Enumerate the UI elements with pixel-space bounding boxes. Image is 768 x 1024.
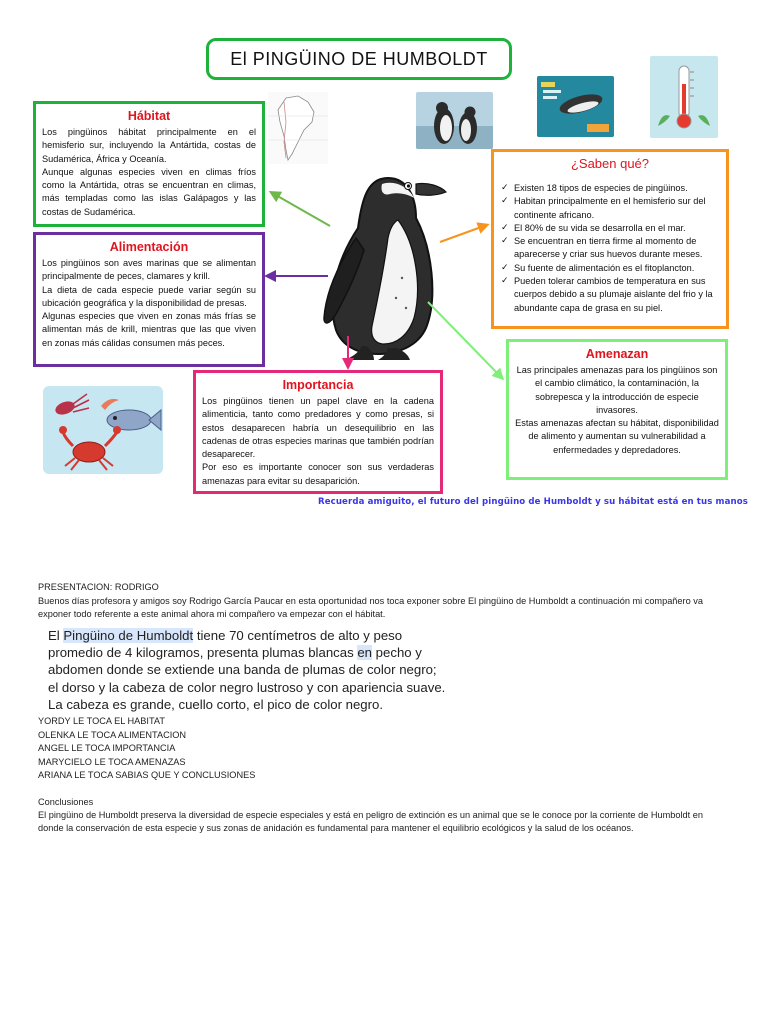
alimentacion-heading: Alimentación xyxy=(109,240,189,254)
saben-que-item: ✓ El 80% de su vida se desarrolla en el mar. xyxy=(510,222,720,235)
description-part-1: El xyxy=(48,628,64,643)
habitat-text-2: Aunque algunas especies viven en climas fríos como la Antártida, otras se encuentran en climas, más templadas como las islas Galápagos y las costas de Sudamérica. xyxy=(42,166,256,217)
alimentacion-box xyxy=(33,232,265,367)
penguin-description xyxy=(48,627,448,713)
alimentacion-text-3: Algunas especies que viven en zonas más frías se alimentan más de krill, mientras que las que viven en zonas más cálidas consumen más peces. xyxy=(42,311,256,348)
habitat-text-1: Los pingüinos hábitat principalmente en el hemisferio sur, incluyendo la Antártida, costas de Sudamérica, África y Oceanía. xyxy=(42,127,256,164)
assignment-item: MARYCIELO LE TOCA AMENAZAS xyxy=(38,756,186,767)
importancia-text-1: Los pingüinos tienen un papel clave en la cadena alimenticia, tanto como predadores y como presas, si estos desaparecen habría un desequilibrio en las cadenas de otras especies marinas que también podrían desaparecer. xyxy=(202,396,434,460)
arrow-to-saben xyxy=(440,226,484,242)
habitat-heading: Hábitat xyxy=(127,109,171,123)
importancia-text-2: Por eso es importante conocer son sus verdaderas amenazas para evitar su desaparición. xyxy=(202,462,434,486)
saben-que-item: ✓ Su fuente de alimentación es el fitoplancton. xyxy=(510,262,720,275)
assignment-item: ARIANA LE TOCA SABIAS QUE Y CONCLUSIONES xyxy=(38,770,256,781)
importancia-box xyxy=(193,370,443,494)
importancia-heading: Importancia xyxy=(282,378,354,392)
conclusions-text: El pingüino de Humboldt preserva la diversidad de especie especiales y está en peligro de extinción es un animal que se le conoce por la corriente de Humboldt en donde la conservación de esta especie y sus zonas de anidación es fundamental para mantener el equilibrio ecológicos y la salud de los océanos. xyxy=(38,810,703,834)
assignment-item: ANGEL LE TOCA IMPORTANCIA xyxy=(38,743,176,754)
sea-food-illustration xyxy=(43,386,163,474)
description-part-3: pecho y abdomen donde se extiende una banda de plumas de color negro; el dorso y la cabeza de color negro lustroso y con apariencia suave. La cabeza es grande, cuello corto, el pico de color negro. xyxy=(48,645,446,712)
description-highlight-1: Pingüino de Humboldt xyxy=(63,628,194,643)
assignment-item: OLENKA LE TOCA ALIMENTACION xyxy=(38,729,187,740)
assignment-item: YORDY LE TOCA EL HABITAT xyxy=(38,716,165,726)
saben-que-item: ✓ Existen 18 tipos de especies de pingüinos. xyxy=(510,182,720,195)
alimentacion-text-2: La dieta de cada especie puede variar según su ubicación geográfica y la disponibilidad de presas. xyxy=(42,284,256,308)
amenazan-box xyxy=(506,339,728,480)
saben-que-item: ✓ Se encuentran en tierra firme al momento de aparecerse y criar sus huevos durante meses. xyxy=(510,235,720,262)
amenazan-heading: Amenazan xyxy=(585,347,649,361)
description-part-2: tiene 70 centímetros de alto y peso promedio de 4 kilogramos, presenta plumas blancas xyxy=(48,628,403,661)
assignments-list xyxy=(38,715,255,783)
description-highlight-2: en xyxy=(357,645,373,661)
arrow-to-amenazan xyxy=(428,302,500,376)
arrow-to-habitat xyxy=(274,194,330,226)
presentation-heading: PRESENTACION: RODRIGO xyxy=(38,582,159,592)
motto-text: Recuerda amiguito, el futuro del pingüino de Humboldt y su hábitat está en tus manos xyxy=(318,497,748,507)
amenazan-text-1: Las principales amenazas para los pingüinos son el cambio climático, la contaminación, la sobrepesca y la introducción de especie invasores. xyxy=(516,365,718,415)
saben-que-heading: ¿Saben qué? xyxy=(570,156,650,171)
amenazan-text-2: Estas amenazas afectan su hábitat, disponibilidad de alimento y aumentan su vulnerabilidad a enfermedades y depredadores. xyxy=(515,418,719,455)
saben-que-item: ✓ Habitan principalmente en el hemisferio sur del continente africano. xyxy=(510,195,720,222)
saben-que-box xyxy=(491,149,729,329)
conclusions-heading: Conclusiones xyxy=(38,797,94,807)
saben-que-item: ✓ Pueden tolerar cambios de temperatura en sus cuerpos debido a su plumaje aislante del frio y la abundante capa de grasa en su piel. xyxy=(510,275,720,315)
presentation-text: Buenos días profesora y amigos soy Rodrigo García Paucar en esta oportunidad nos toca exponer sobre El pingüino de Humboldt a continuación mi compañero va exponer todo referente a este animal ahora mi compañero va empezar con el hábitat. xyxy=(38,596,703,620)
alimentacion-text-1: Los pingüinos son aves marinas que se alimentan principalmente de peces, clamares y krill. xyxy=(42,258,256,282)
page-title-text: El PINGÜINO DE HUMBOLDT xyxy=(230,48,488,69)
habitat-box xyxy=(33,101,265,227)
saben-que-list xyxy=(500,182,720,315)
